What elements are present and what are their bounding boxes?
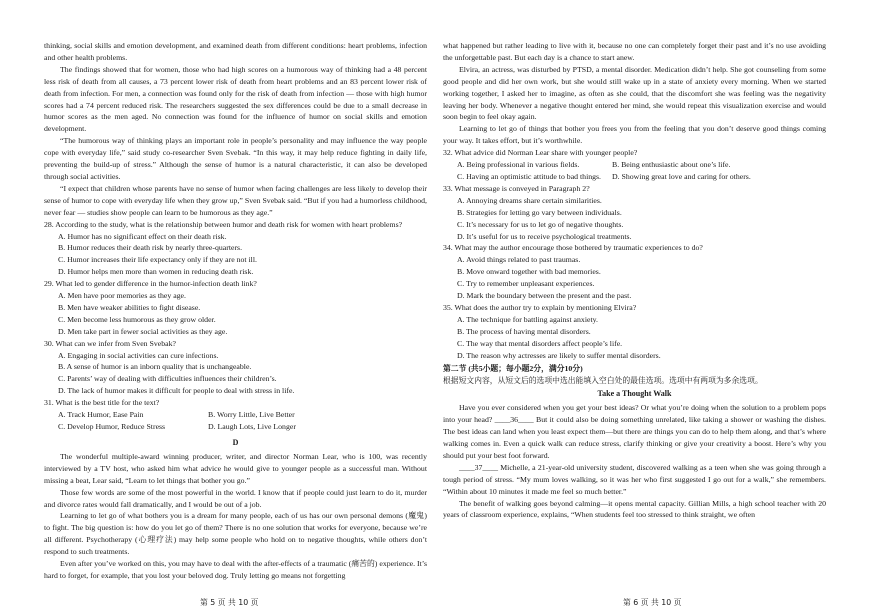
option: B. Move onward together with bad memories. (457, 267, 601, 277)
question-stem: 29. What led to gender difference in the humor-infection death link? (44, 279, 257, 289)
option: A. Avoid things related to past traumas. (457, 255, 581, 265)
paragraph: The wonderful multiple-award winning producer, writer, and director Norman Lear, who is 100, was recently interviewed by a TV host, who asked him what advice he would give to younger people as a successful man. Without missing a beat, Lear said, “Learn to let things that bother you go.” (44, 451, 427, 485)
section-heading: 第二节 (共5小题；每小题2分，满分10分) (443, 364, 583, 374)
paragraph: Learning to let go of what bothers you is a dream for many people, each of us has our own personal demons (魔鬼) to fight. The big question is: how do you let go of them? There is no one solution that works for everyone, because we’re all different. Psychotherapy (心理疗法) may help some people who hold on to negative thoughts, while others don’t respond to such treatments. (44, 511, 427, 557)
paragraph: Learning to let go of things that bother you frees you from the feeling that you don’t deserve good things coming your way. It takes effort, but it’s worthwhile. (443, 124, 826, 146)
page-footer: 第 6 页 共 10 页 (623, 598, 682, 607)
option: B. A sense of humor is an inborn quality that is unchangeable. (58, 362, 252, 372)
right-page (435, 0, 870, 615)
question-stem: 32. What advice did Norman Lear share with younger people? (443, 148, 638, 158)
option: C. Try to remember unpleasant experiences. (457, 279, 595, 289)
option: D. The lack of humor makes it difficult for people to deal with stress in life. (58, 386, 295, 396)
option: C. Humor increases their life expectancy only if they are not ill. (58, 255, 257, 265)
option: C. The way that mental disorders affect people’s life. (457, 338, 623, 348)
option: B. The process of having mental disorders. (457, 326, 591, 336)
section-letter: D (232, 437, 239, 447)
option: C. Men become less humorous as they grow older. (58, 314, 216, 324)
question-stem: 31. What is the best title for the text? (44, 398, 160, 408)
option: C. It’s necessary for us to let go of negative thoughts. (457, 219, 624, 229)
option: D. Humor helps men more than women in reducing death risk. (58, 267, 254, 277)
option: D. It’s useful for us to receive psychological treatments. (457, 231, 632, 241)
option: D. Mark the boundary between the present and the past. (457, 291, 632, 301)
option: C. Develop Humor, Reduce Stress (58, 422, 166, 431)
option: A. The technique for battling against anxiety. (457, 314, 598, 324)
option: A. Humor has no significant effect on their death risk. (58, 231, 227, 241)
option: D. Laugh Lots, Live Longer (208, 422, 296, 431)
paragraph: Have you ever considered when you get your best ideas? Or what you’re doing when the solution to a problem pops into your head? ____36____ But it could also be doing something unrelated, like taking a shower or washing the dishes. The best ideas can land when you least expect them—but there are things you can do to help them along, and that’s where walking comes in. Even a quick walk can reduce stress, clarify thinking or give your creativity a boost. Here’s why you should put your best foot forward. (443, 403, 826, 460)
section-instruction: 根据短文内容，从短文后的选项中选出能填入空白处的最佳选项。选项中有两项为多余选项。 (443, 376, 763, 386)
paragraph: “I expect that children whose parents have no sense of humor when facing challenges are less likely to develop their sense of humor to cope with everyday life when they grow up,” Sven Svebak said. “But if you had a humorless childhood, never fear — studies show people can learn to be humorous as they age.” (44, 183, 427, 217)
paragraph: thinking, social skills and emotion development, and examined death from different conditions: heart problems, infection and other health problems. (44, 41, 427, 62)
option: A. Being professional in various fields. (457, 160, 580, 170)
option: D. The reason why actresses are likely to suffer mental disorders. (457, 350, 661, 360)
option-row (44, 409, 427, 421)
paragraph: The findings showed that for women, those who had high scores on a humorous way of thinking had a 48 percent less risk of death from all causes, a 73 percent lower risk of death from heart problems and an 83 percent lower risk of death from infection. For men, a connection was found only for the risk of death from infection — those with high humor scores had a 74 percent reduced risk. The researchers suggested the sex differences could be due to a small decrease in humor scores as the men aged. No connection was found for the influence of humor on social skills and emotion development. (44, 64, 427, 134)
option: D. Men take part in fewer social activities as they age. (58, 326, 228, 336)
option-row (44, 421, 427, 433)
option: A. Annoying dreams share certain similarities. (457, 195, 602, 205)
option: B. Strategies for letting go vary between individuals. (457, 207, 622, 217)
question-stem: 28. According to the study, what is the relationship between humor and death risk for women with heart problems? (44, 219, 403, 229)
paragraph: ____37____ Michelle, a 21-year-old university student, discovered walking as a teen when she was going through a tough period of stress. “My mum loves walking, so it was her who first suggested I go out for a walk,” she remembers. “Within about 10 minutes it made me feel so much better.” (443, 462, 826, 496)
option: B. Being enthusiastic about one’s life. (612, 160, 731, 170)
paragraph: The benefit of walking goes beyond calming—it opens mental capacity. Gillian Mills, a high school teacher with 20 years of classroom experience, explains, “When students feel too stressed to think straight, we often (443, 498, 826, 520)
paragraph: Even after you’ve worked on this, you may have to deal with the after-effects of a traumatic (痛苦的) experience. It’s hard to forget, for example, that you lost your beloved dog. Truly letting go means not forgetting (44, 559, 427, 580)
option: C. Parents’ way of dealing with difficulties influences their children’s. (58, 374, 277, 384)
paragraph: Elvira, an actress, was disturbed by PTSD, a mental disorder. Medication didn’t help. She got counseling from some good people and did her own work, but she would still wake up in a state of anxiety every morning. When we started working together, I asked her to imagine, as often as she could, that the discomfort she was feeling was the negativity leaving her body. Whenever a negative thought entered her mind, she would repeat this visualization exercise and would soon begin to feel okay again. (443, 64, 826, 122)
option: B. Humor reduces their death risk by nearly three-quarters. (58, 243, 243, 253)
paragraph: Those few words are some of the most powerful in the world. I know that if people could just learn to do it, murder and divorce rates would fall dramatically, and I would be out of a job. (44, 487, 427, 509)
question-stem: 34. What may the author encourage those bothered by traumatic experiences to do? (443, 243, 703, 253)
passage-title: Take a Thought Walk (597, 389, 672, 399)
option: C. Having an optimistic attitude to bad things. (457, 171, 602, 181)
option: B. Men have weaker abilities to fight disease. (58, 302, 201, 312)
question-stem: 33. What message is conveyed in Paragraph 2? (443, 183, 590, 193)
page-footer: 第 5 页 共 10 页 (200, 598, 259, 607)
option: A. Track Humor, Ease Pain (58, 410, 144, 420)
paragraph: “The humorous way of thinking plays an important role in people’s personality and may influence the way people cope with everyday life,” said study co-researcher Sven Svebak. “In this way, it may help reduce fighting in daily life, preventing the build-up of stress.” Although the sense of humor is a natural characteristic, it can also be developed through social activities. (44, 136, 427, 181)
question-stem: 35. What does the author try to explain by mentioning Elvira? (443, 302, 637, 312)
option-row (443, 159, 826, 171)
option: A. Engaging in social activities can cure infections. (58, 350, 219, 360)
paragraph: what happened but rather leading to live with it, because no one can completely forget their past and it’s no use avoiding the unforgettable past. But each day is a chance to start anew. (443, 41, 826, 62)
option: D. Showing great love and caring for others. (612, 171, 751, 181)
option: B. Worry Little, Live Better (208, 410, 295, 420)
option: A. Men have poor memories as they age. (58, 291, 186, 301)
option-row (443, 171, 826, 183)
question-stem: 30. What can we infer from Sven Svebak? (44, 338, 176, 348)
